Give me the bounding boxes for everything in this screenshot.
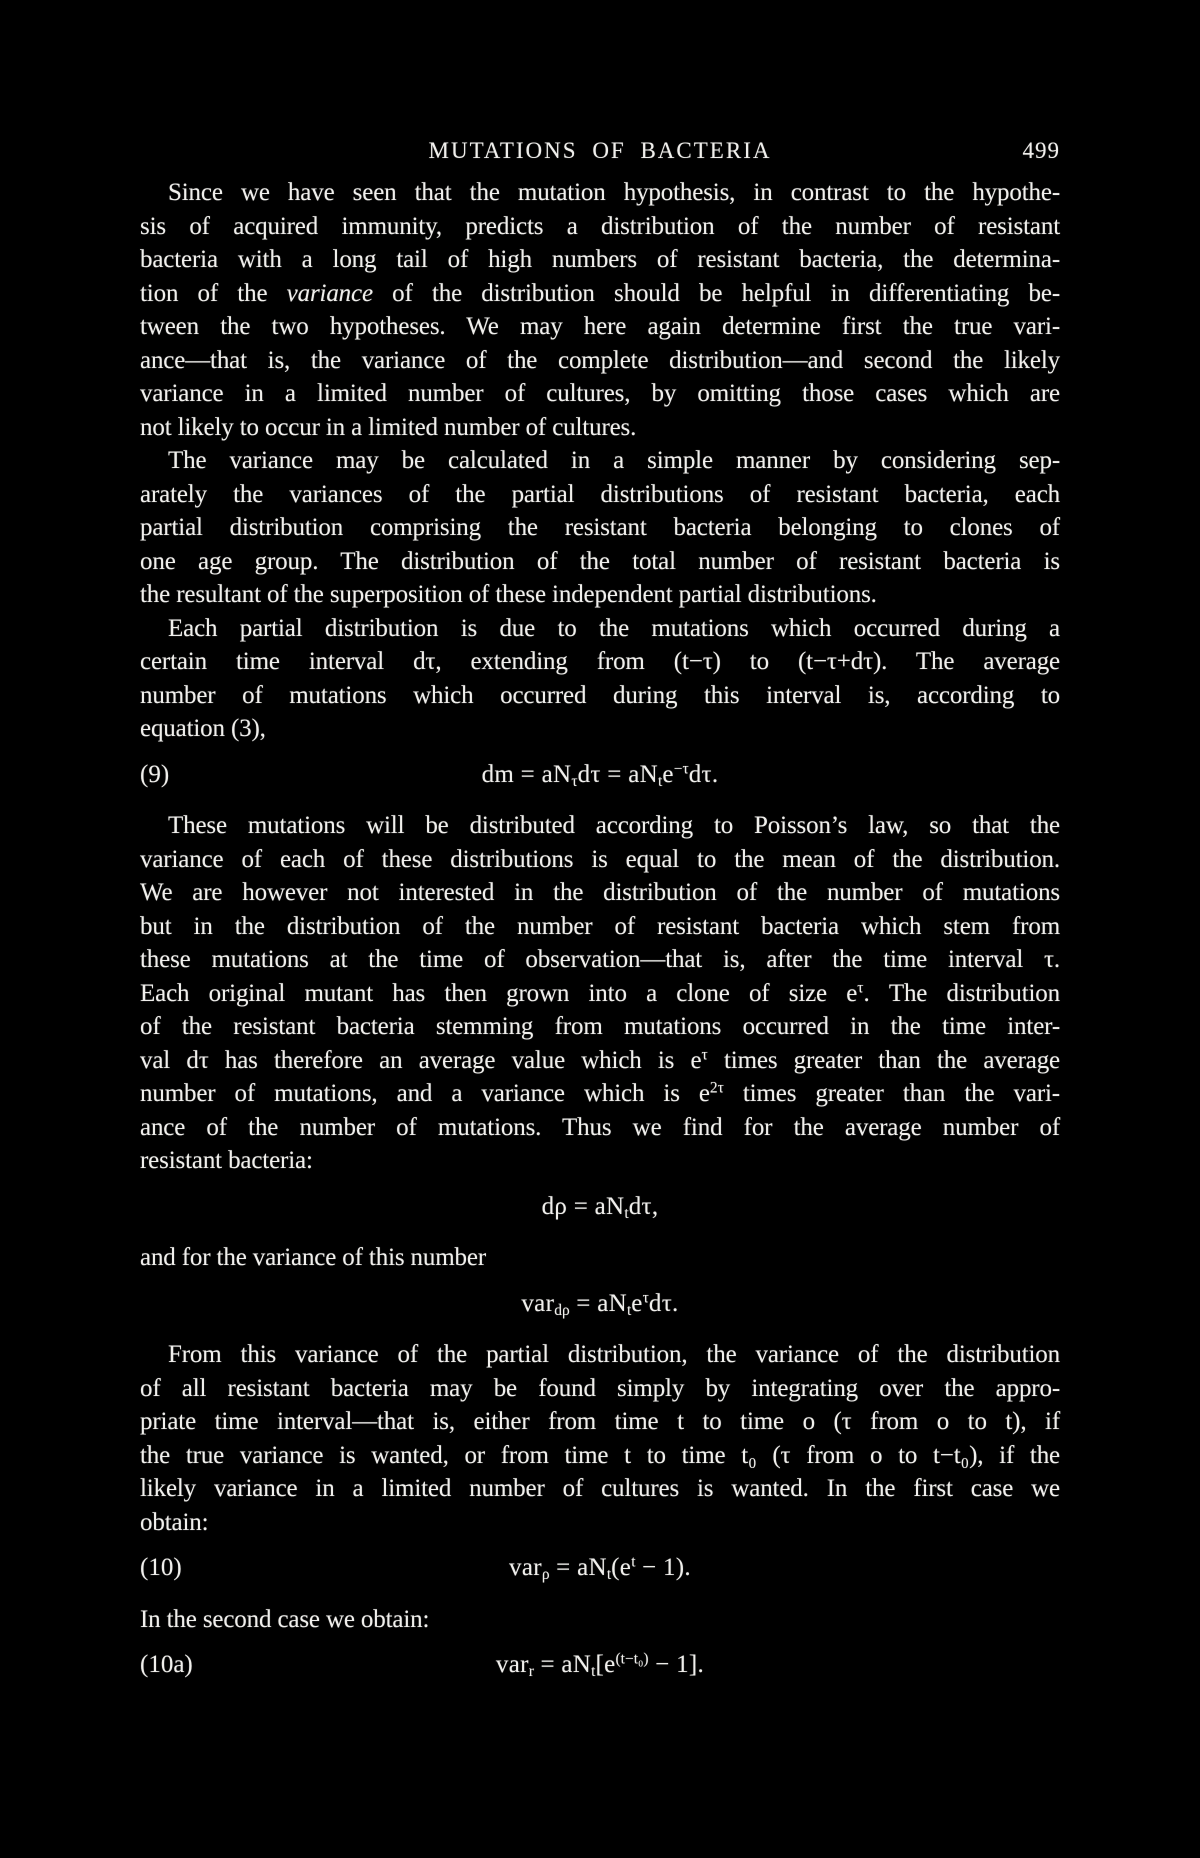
text-line: priate time interval—that is, either from time t to time o (τ from o to t), if: [140, 1408, 1060, 1435]
text-line: From this variance of the partial distribution, the variance of the distribution: [168, 1341, 1060, 1368]
equation-formula: $var_r = aN_t[e^{(t-t_0)} - 1]$.: [495, 1650, 705, 1680]
text-line: We are however not interested in the distribution of the number of mutations: [140, 879, 1060, 906]
text-line: partial distribution comprising the resistant bacteria belonging to clones of: [140, 514, 1060, 541]
text-line: ance of the number of mutations. Thus we find for the average number of: [140, 1113, 1060, 1141]
equation-formula: $var_\rho = aN_t(e^t - 1)$.: [509, 1553, 691, 1583]
page-number: 499: [1022, 138, 1060, 163]
paragraph: [140, 1603, 1060, 1637]
text-line: and for the variance of this number: [140, 1244, 487, 1271]
text-line: These mutations will be distributed according to Poisson’s law, so that the: [168, 812, 1060, 839]
text-line: of the resistant bacteria stemming from mutations occurred in the time inter-: [140, 1013, 1060, 1040]
equation-row: [140, 1648, 1060, 1682]
equation-formula: dm = $aN_\tau d\tau = aN_te^{-\tau}d\tau$.: [481, 759, 719, 790]
equation-formula: $d\rho = aN_td\tau$,: [541, 1192, 659, 1222]
text-line: ance—that is, the variance of the complete distribution—and second the likely: [140, 346, 1060, 374]
text-line: tion of the variance of the distribution should be helpful in differentiating be-: [140, 279, 1060, 307]
equation-label: (10): [140, 1554, 182, 1581]
text-line: of all resistant bacteria may be found simply by integrating over the appro-: [140, 1374, 1060, 1402]
text-line: likely variance in a limited number of cultures is wanted. In the first case we: [140, 1475, 1060, 1502]
text-line: number of mutations which occurred during this interval is, according to: [140, 681, 1060, 709]
text-line: Each partial distribution is due to the mutations which occurred during a: [168, 614, 1060, 642]
text-line: val dτ has therefore an average value which is $e^\tau$ times greater than the average: [140, 1045, 1060, 1074]
equation-formula: $var_{d\rho} = aN_te^\tau d\tau$.: [521, 1288, 679, 1319]
paragraph: [140, 809, 1060, 1178]
text-line: one age group. The distribution of the total number of resistant bacteria is: [140, 547, 1060, 575]
text-line: tween the two hypotheses. We may here again determine first the true vari-: [140, 313, 1060, 340]
text-line: variance of each of these distributions is equal to the mean of the distribution.: [140, 845, 1060, 873]
text-line: In the second case we obtain:: [140, 1605, 430, 1633]
equation-label: (10a): [140, 1651, 193, 1678]
text-line: the true variance is wanted, or from time t to time t₀ (τ from o to t−t₀), if the: [140, 1441, 1060, 1469]
text-line: arately the variances of the partial distributions of resistant bacteria, each: [140, 480, 1060, 508]
running-head: [140, 136, 1060, 166]
paragraph: [140, 444, 1060, 612]
equation-label: (9): [140, 760, 170, 788]
equation-row: [140, 1551, 1060, 1585]
text-line: Each original mutant has then grown into a clone of size $e^\tau$. The distribution: [140, 978, 1060, 1007]
text-line: certain time interval dτ, extending from (t−τ) to (t−τ+dτ). The average: [140, 648, 1060, 675]
equation-row: [140, 1287, 1060, 1321]
text-line: bacteria with a long tail of high numbers of resistant bacteria, the determina-: [140, 246, 1060, 273]
paragraph: [140, 1241, 1060, 1275]
text-line: resistant bacteria:: [140, 1147, 313, 1174]
text-line: Since we have seen that the mutation hypothesis, in contrast to the hypothe-: [168, 179, 1060, 206]
text-line: The variance may be calculated in a simple manner by considering sep-: [168, 447, 1060, 474]
paragraph: [140, 612, 1060, 746]
paragraph: [140, 176, 1060, 444]
equation-row: [140, 758, 1060, 792]
text-line: the resultant of the superposition of these independent partial distributions.: [140, 581, 877, 608]
paragraph: [140, 1338, 1060, 1539]
text-line: number of mutations, and a variance which is $e^{2\tau}$ times greater than the vari-: [140, 1079, 1060, 1107]
text-line: but in the distribution of the number of resistant bacteria which stem from: [140, 912, 1060, 940]
text-line: these mutations at the time of observation—that is, after the time interval τ.: [140, 946, 1060, 973]
text-line: variance in a limited number of cultures, by omitting those cases which are: [140, 380, 1060, 407]
body-text: [140, 176, 1060, 1682]
equation-row: [140, 1190, 1060, 1224]
page-title: MUTATIONS OF BACTERIA: [428, 138, 772, 163]
text-line: obtain:: [140, 1508, 209, 1536]
text-line: not likely to occur in a limited number of cultures.: [140, 413, 637, 441]
text-line: sis of acquired immunity, predicts a distribution of the number of resistant: [140, 212, 1060, 240]
text-line: equation (3),: [140, 715, 266, 742]
